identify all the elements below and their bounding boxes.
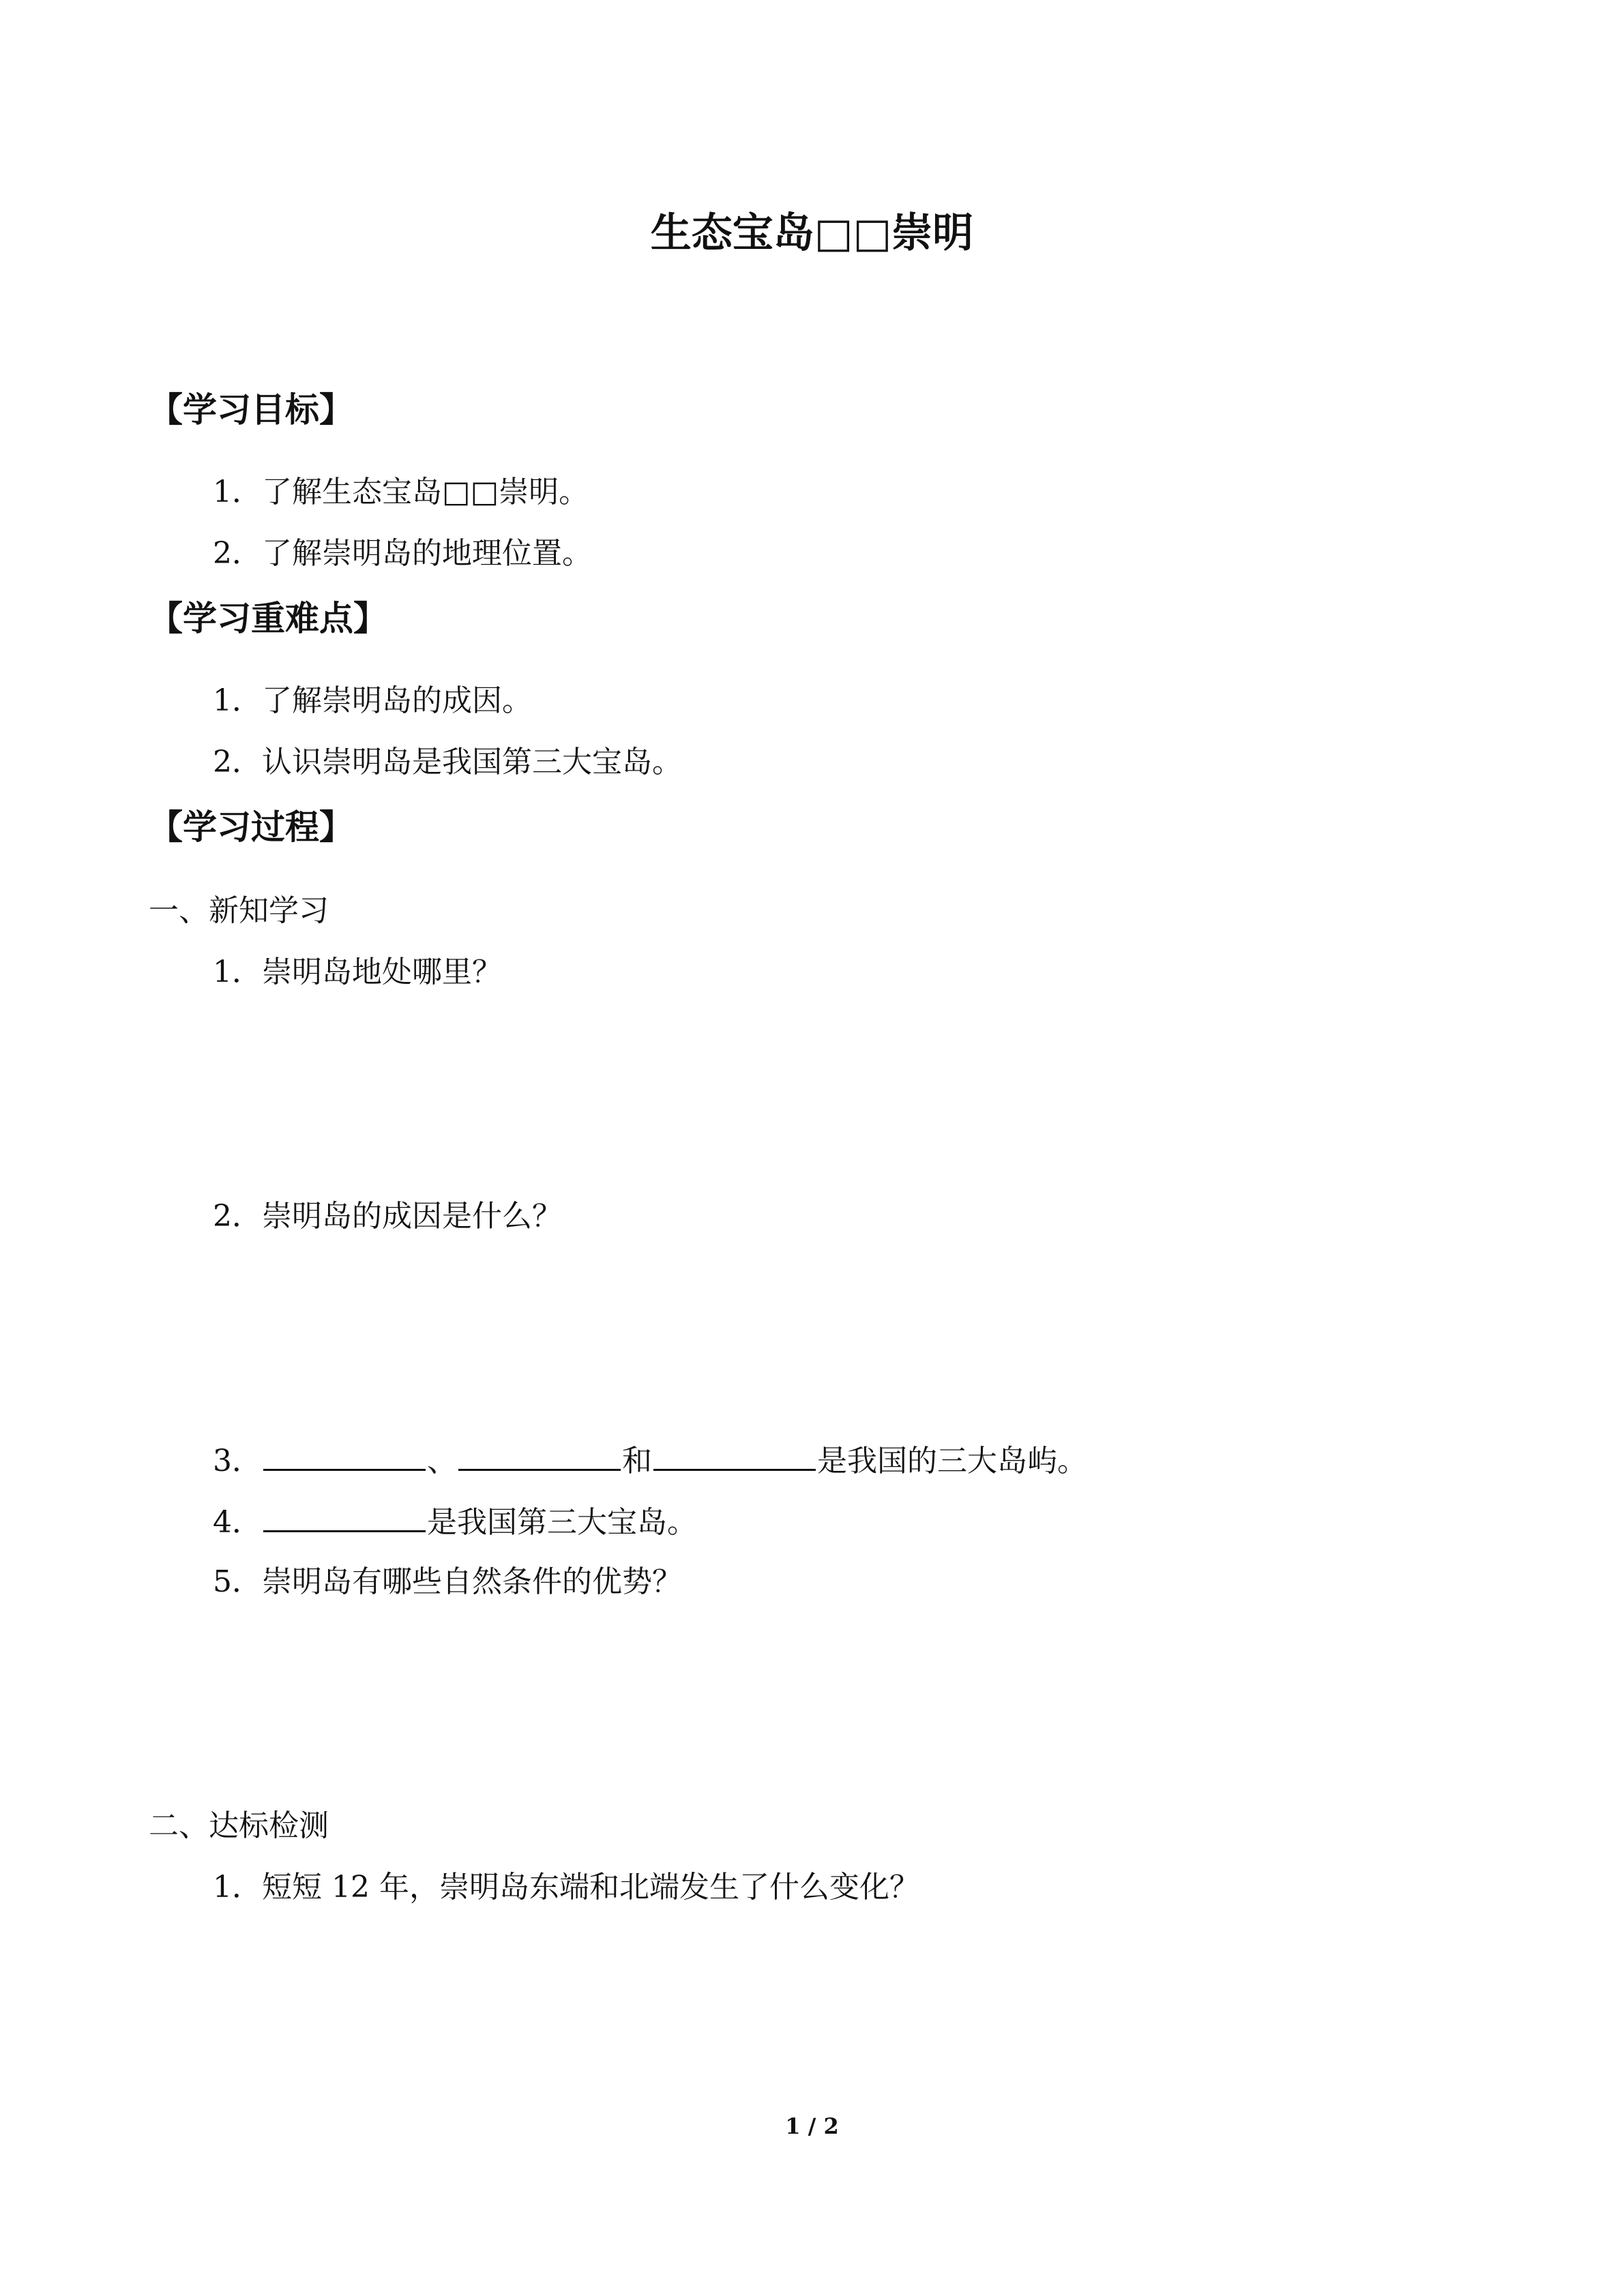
section-1-title: 一、新知学习 — [149, 893, 329, 928]
page-title: 生态宝岛□□崇明 — [650, 209, 974, 257]
question-1-3-sep1: 、 — [427, 1444, 457, 1478]
question-1-5: 5．崇明岛有哪些自然条件的优势？ — [213, 1564, 682, 1599]
process-heading: 【学习过程】 — [149, 807, 353, 847]
objective-item-2: 2．了解崇明岛的地理位置。 — [213, 536, 592, 571]
question-1-3-prefix: 3． — [213, 1444, 262, 1478]
answer-blank-2[interactable] — [458, 1439, 621, 1471]
answer-blank-1[interactable] — [263, 1439, 426, 1471]
question-1-2: 2．崇明岛的成因是什么？ — [213, 1199, 562, 1234]
question-1-4-prefix: 4． — [213, 1505, 262, 1540]
section-2-title: 二、达标检测 — [149, 1808, 329, 1843]
question-1-4 — [213, 1500, 697, 1543]
objectives-heading: 【学习目标】 — [149, 390, 353, 430]
question-1-3-sep2: 和 — [622, 1444, 652, 1478]
question-1-1: 1．崇明岛地处哪里？ — [213, 955, 502, 989]
question-1-4-suffix: 是我国第三大宝岛。 — [427, 1505, 697, 1540]
key-points-heading: 【学习重难点】 — [149, 599, 387, 638]
question-1-3-suffix: 是我国的三大岛屿。 — [817, 1444, 1087, 1478]
answer-blank-4[interactable] — [263, 1500, 426, 1532]
question-1-3 — [213, 1439, 1087, 1482]
answer-blank-3[interactable] — [653, 1439, 816, 1471]
key-point-item-2: 2．认识崇明岛是我国第三大宝岛。 — [213, 745, 682, 779]
objective-item-1: 1．了解生态宝岛□□崇明。 — [213, 475, 589, 509]
key-point-item-1: 1．了解崇明岛的成因。 — [213, 683, 532, 718]
page-number: 1 / 2 — [785, 2113, 839, 2139]
question-2-1: 1．短短 12 年，崇明岛东端和北端发生了什么变化？ — [213, 1870, 919, 1905]
